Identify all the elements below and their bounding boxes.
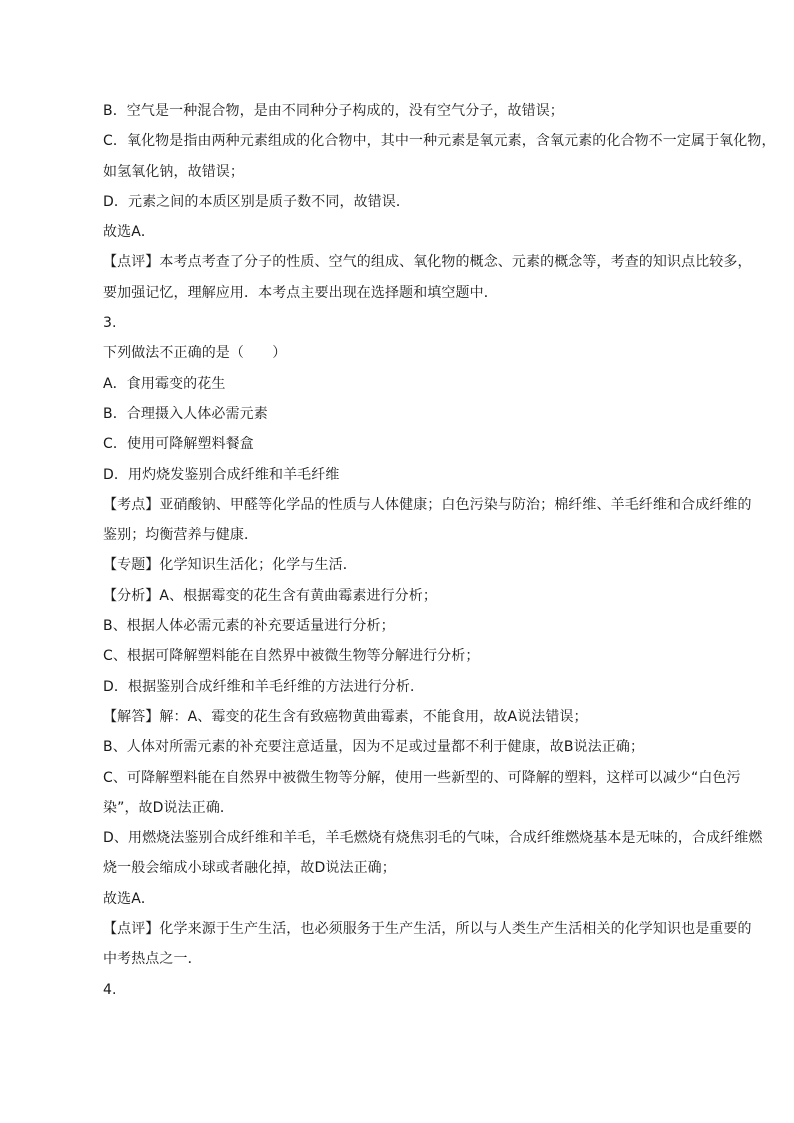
text-line-solution-d: D、用燃烧法鉴别合成纤维和羊毛，羊毛燃烧有烧焦羽毛的气味，合成纤维燃烧基本是无味的，合成纤维燃 [103,830,763,847]
text-line-option-c-explanation: C．氧化物是指由两种元素组成的化合物中，其中一种元素是氧元素，含氧元素的化合物不一定属于氧化物， [103,133,776,150]
text-line-solution-c: C、可降解塑料能在自然界中被微生物等分解，使用一些新型的、可降解的塑料，这样可以减少“白色污 [103,769,741,786]
question-number: 3. [103,315,117,332]
document-body [103,96,776,1005]
question-stem: 下列做法不正确的是（ ） [103,345,287,362]
text-line-solution-a: 【解答】解：A、霉变的花生含有致癌物黄曲霉素，不能食用，故A说法错误； [103,708,588,725]
text-line-analysis-b: B、根据人体必需元素的补充要适量进行分析； [103,618,395,635]
text-line-test-point-continued: 鉴别；均衡营养与健康． [103,527,259,544]
text-line-analysis-c: C、根据可降解塑料能在自然界中被微生物等分解进行分析； [103,648,480,665]
text-line-answer-2: 故选A． [103,890,155,907]
text-line-comment-2-continued: 中考热点之一． [103,951,202,968]
text-line-solution-d-continued: 烧一般会缩成小球或者融化掉，故D说法正确； [103,860,396,877]
next-question-number: 4. [103,981,117,998]
text-line-option-d-explanation: D．元素之间的本质区别是质子数不同，故错误． [103,193,410,210]
text-line-analysis-a: 【分析】A、根据霉变的花生含有黄曲霉素进行分析； [103,587,437,604]
text-line-solution-b: B、人体对所需元素的补充要注意适量，因为不足或过量都不利于健康，故B说法正确； [103,739,645,756]
text-line-answer: 故选A． [103,224,155,241]
text-line-topic: 【专题】化学知识生活化；化学与生活． [103,557,357,574]
question-option-a: A．食用霉变的花生 [103,375,226,392]
text-line-analysis-d: D．根据鉴别合成纤维和羊毛纤维的方法进行分析． [103,678,425,695]
text-line-comment: 【点评】本考点考查了分子的性质、空气的组成、氧化物的概念、元素的概念等，考查的知识点比较多， [103,254,752,271]
text-line-test-point: 【考点】亚硝酸钠、甲醛等化学品的性质与人体健康；白色污染与防治；棉纤维、羊毛纤维和合成纤维的 [103,496,752,513]
text-line-comment-2: 【点评】化学来源于生产生活，也必须服务于生产生活，所以与人类生产生活相关的化学知识也是重要的 [103,921,752,938]
question-option-b: B．合理摄入人体必需元素 [103,405,268,422]
text-line-option-c-continued: 如氢氧化钠，故错误； [103,163,244,180]
text-line-comment-continued: 要加强记忆，理解应用．本考点主要出现在选择题和填空题中． [103,284,498,301]
question-option-d: D．用灼烧发鉴别合成纤维和羊毛纤维 [103,466,340,483]
text-line-solution-c-continued: 染”，故D说法正确． [103,799,235,816]
question-option-c: C．使用可降解塑料餐盒 [103,436,254,453]
text-line-option-b-explanation: B．空气是一种混合物，是由不同种分子构成的，没有空气分子，故错误； [103,103,564,119]
